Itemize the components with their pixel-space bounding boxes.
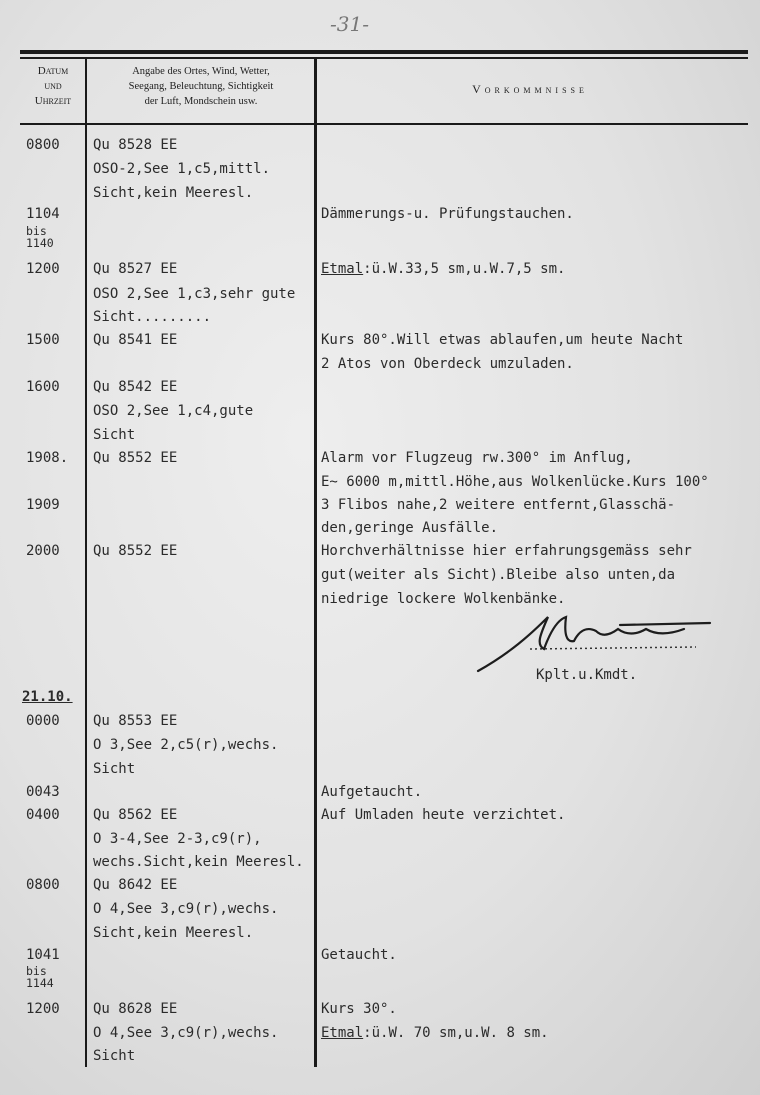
entry-bis: bis — [26, 224, 47, 238]
entry-place: Qu 8552 EE — [93, 543, 178, 559]
signature-title: Kplt.u.Kmdt. — [536, 667, 638, 683]
entry-time: 1200 — [26, 1001, 60, 1017]
etmal-label: Etmal — [321, 1025, 364, 1041]
entry-time: 1500 — [26, 332, 60, 348]
header-ort — [90, 64, 312, 109]
entry-bis: bis — [26, 964, 47, 978]
entry-place: Sicht — [93, 1048, 136, 1064]
entry-event: Getaucht. — [321, 947, 397, 963]
entry-time: 0800 — [26, 877, 60, 893]
entry-time: 0000 — [26, 713, 60, 729]
entry-place: Qu 8562 EE — [93, 807, 178, 823]
header-ort-line: der Luft, Mondschein usw. — [144, 96, 258, 107]
header-ort-line: Seegang, Beleuchtung, Sichtigkeit — [128, 81, 274, 92]
entry-place: Qu 8628 EE — [93, 1001, 178, 1017]
entry-time: 1200 — [26, 261, 60, 277]
entry-event: Kurs 30°. — [321, 1001, 397, 1017]
header-bottom-rule — [20, 123, 748, 125]
column-divider-1 — [85, 57, 87, 1067]
entry-event — [321, 1022, 549, 1044]
header-datum — [22, 64, 84, 109]
entry-place: Sicht — [93, 761, 136, 777]
etmal-value: :ü.W.33,5 sm,u.W.7,5 sm. — [363, 261, 566, 277]
entry-place: O 4,See 3,c9(r),wechs. — [93, 1025, 279, 1041]
entry-place: Sicht — [93, 427, 136, 443]
entry-place: Qu 8553 EE — [93, 713, 178, 729]
entry-place: Qu 8527 EE — [93, 261, 178, 277]
entry-time-end: 1144 — [26, 976, 54, 990]
entry-event: Alarm vor Flugzeug rw.300° im Anflug, — [321, 450, 633, 466]
entry-place: Sicht,kein Meeresl. — [93, 185, 254, 201]
entry-event: Horchverhältnisse hier erfahrungsgemäss sehr — [321, 543, 692, 559]
entry-time: 0043 — [26, 784, 60, 800]
entry-event: 2 Atos von Oberdeck umzuladen. — [321, 356, 574, 372]
entry-event: Aufgetaucht. — [321, 784, 423, 800]
header-uhrzeit-label: Uhrzeit — [34, 95, 72, 107]
entry-place: OSO-2,See 1,c5,mittl. — [93, 161, 271, 177]
entry-time: 0400 — [26, 807, 60, 823]
entry-time-end: 1140 — [26, 236, 54, 250]
entry-place: Qu 8528 EE — [93, 137, 178, 153]
entry-place: O 3,See 2,c5(r),wechs. — [93, 737, 279, 753]
entry-place: Sicht......... — [93, 309, 212, 325]
etmal-value: :ü.W. 70 sm,u.W. 8 sm. — [363, 1025, 549, 1041]
entry-time: 0800 — [26, 137, 60, 153]
header-und-label: und — [44, 80, 62, 92]
date-marker: 21.10. — [22, 689, 73, 705]
entry-time: 1600 — [26, 379, 60, 395]
page-number: -31- — [330, 12, 369, 36]
entry-time: 1104 — [26, 206, 60, 222]
header-ort-line: Angabe des Ortes, Wind, Wetter, — [132, 66, 270, 77]
entry-event: Kurs 80°.Will etwas ablaufen,um heute Nacht — [321, 332, 684, 348]
column-divider-2 — [314, 57, 317, 1067]
entry-event — [321, 258, 565, 280]
entry-event: den,geringe Ausfälle. — [321, 520, 499, 536]
top-double-rule — [20, 50, 748, 54]
header-datum-label: Datum — [37, 65, 69, 77]
entry-event: Auf Umladen heute verzichtet. — [321, 807, 566, 823]
entry-place: Qu 8541 EE — [93, 332, 178, 348]
entry-event: E~ 6000 m,mittl.Höhe,aus Wolkenlücke.Kurs 100° — [321, 474, 709, 490]
entry-place: OSO 2,See 1,c3,sehr gute — [93, 286, 296, 302]
entry-event: 3 Flibos nahe,2 weitere entfernt,Glasschä- — [321, 497, 676, 513]
entry-event: gut(weiter als Sicht).Bleibe also unten,da — [321, 567, 676, 583]
entry-place: Qu 8642 EE — [93, 877, 178, 893]
entry-place: OSO 2,See 1,c4,gute — [93, 403, 254, 419]
entry-time: 2000 — [26, 543, 60, 559]
entry-event: niedrige lockere Wolkenbänke. — [321, 591, 566, 607]
entry-event: Dämmerungs-u. Prüfungstauchen. — [321, 206, 574, 222]
entry-time: 1041 — [26, 947, 60, 963]
header-vorkommnisse: Vorkommnisse — [472, 82, 588, 96]
entry-place: O 3-4,See 2-3,c9(r), — [93, 831, 262, 847]
top-rule — [20, 57, 748, 59]
entry-place: wechs.Sicht,kein Meeresl. — [93, 854, 304, 870]
entry-place: Qu 8552 EE — [93, 450, 178, 466]
entry-time: 1908. — [26, 450, 69, 466]
etmal-label: Etmal — [321, 261, 364, 277]
entry-place: Sicht,kein Meeresl. — [93, 925, 254, 941]
entry-time: 1909 — [26, 497, 60, 513]
entry-place: Qu 8542 EE — [93, 379, 178, 395]
entry-place: O 4,See 3,c9(r),wechs. — [93, 901, 279, 917]
